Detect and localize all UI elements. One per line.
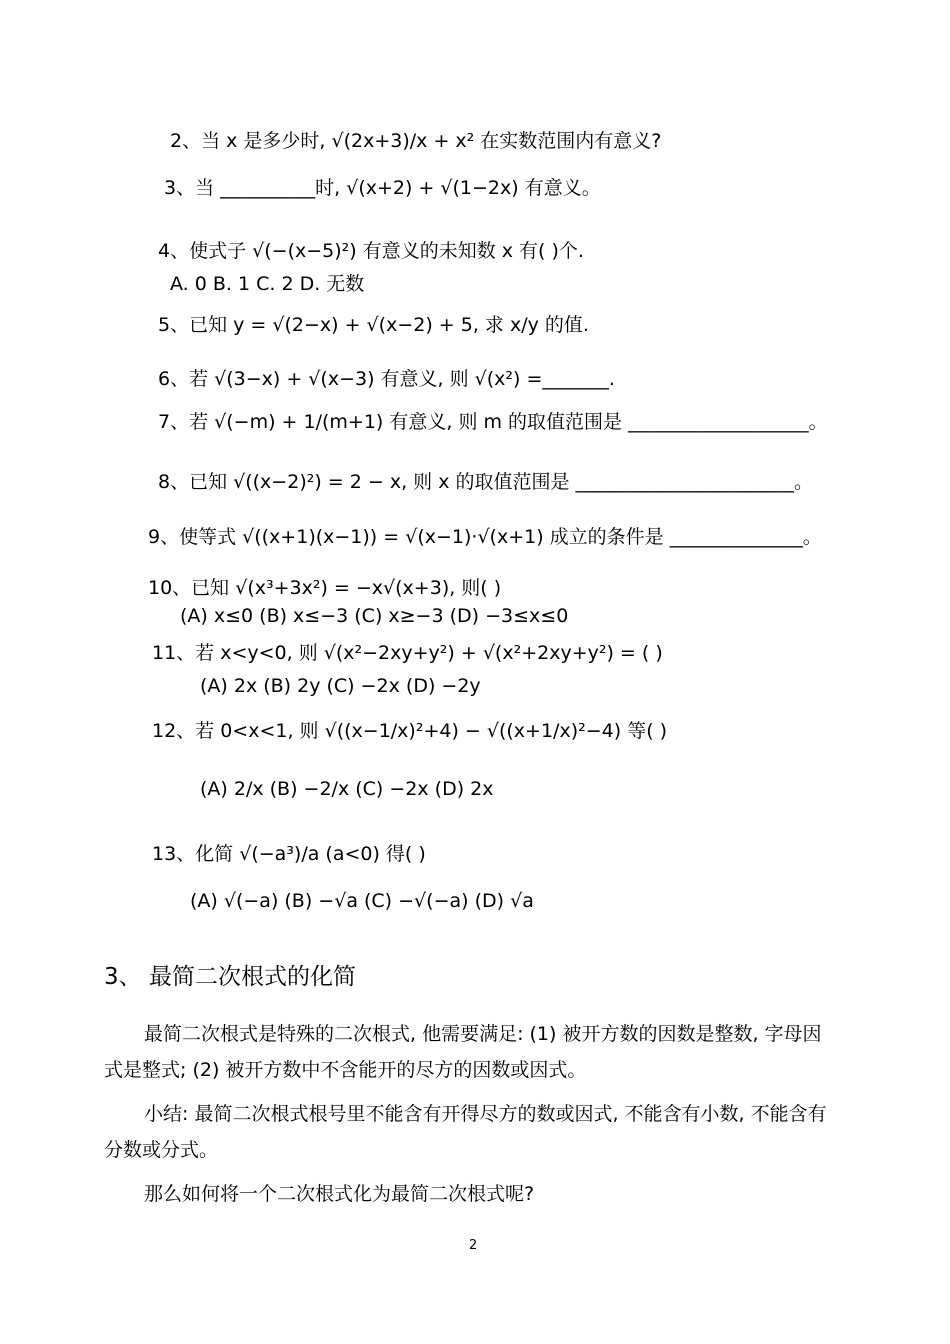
- section-paragraph-3: 那么如何将一个二次根式化为最简二次根式呢?: [144, 1183, 535, 1205]
- question-12: 12、若 0<x<1, 则 √((x−1/x)²+4) − √((x+1/x)²−4) 等( ): [152, 720, 668, 742]
- question-11-options: (A) 2x (B) 2y (C) −2x (D) −2y: [200, 675, 481, 697]
- question-2: 2、当 x 是多少时, √(2x+3)/x + x² 在实数范围内有意义?: [170, 130, 662, 152]
- question-13-options: (A) √(−a) (B) −√a (C) −√(−a) (D) √a: [190, 890, 534, 912]
- page-number: 2: [469, 1238, 478, 1253]
- question-5: 5、已知 y = √(2−x) + √(x−2) + 5, 求 x/y 的值.: [158, 314, 589, 336]
- question-11: 11、若 x<y<0, 则 √(x²−2xy+y²) + √(x²+2xy+y²) = ( ): [152, 642, 663, 664]
- question-7: 7、若 √(−m) + 1/(m+1) 有意义, 则 m 的取值范围是 ___________________。: [158, 411, 828, 433]
- question-6: 6、若 √(3−x) + √(x−3) 有意义, 则 √(x²) =_______.: [158, 368, 615, 390]
- question-10: 10、已知 √(x³+3x²) = −x√(x+3), 则( ): [148, 577, 502, 599]
- section-paragraph-2: 小结: 最简二次根式根号里不能含有开得尽方的数或因式, 不能含有小数, 不能含有分数或分式。: [104, 1103, 827, 1161]
- question-3: 3、当 __________时, √(x+2) + √(1−2x) 有意义。: [164, 177, 601, 199]
- question-8: 8、已知 √((x−2)²) = 2 − x, 则 x 的取值范围是 _______________________。: [158, 471, 814, 493]
- question-10-options: (A) x≤0 (B) x≤−3 (C) x≥−3 (D) −3≤x≤0: [180, 605, 569, 627]
- question-9: 9、使等式 √((x+1)(x−1)) = √(x−1)·√(x+1) 成立的条件是 ______________。: [148, 526, 822, 548]
- section-paragraph-1: 最简二次根式是特殊的二次根式, 他需要满足: (1) 被开方数的因数是整数, 字母因式是整式; (2) 被开方数中不含能开的尽方的因数或因式。: [104, 1023, 822, 1081]
- question-13: 13、化简 √(−a³)/a (a<0) 得( ): [152, 843, 426, 865]
- question-4: 4、使式子 √(−(x−5)²) 有意义的未知数 x 有( )个.: [158, 240, 584, 262]
- section-title: 3、 最简二次根式的化简: [104, 964, 356, 990]
- question-12-options: (A) 2/x (B) −2/x (C) −2x (D) 2x: [200, 778, 494, 800]
- question-4-options: A. 0 B. 1 C. 2 D. 无数: [170, 273, 365, 295]
